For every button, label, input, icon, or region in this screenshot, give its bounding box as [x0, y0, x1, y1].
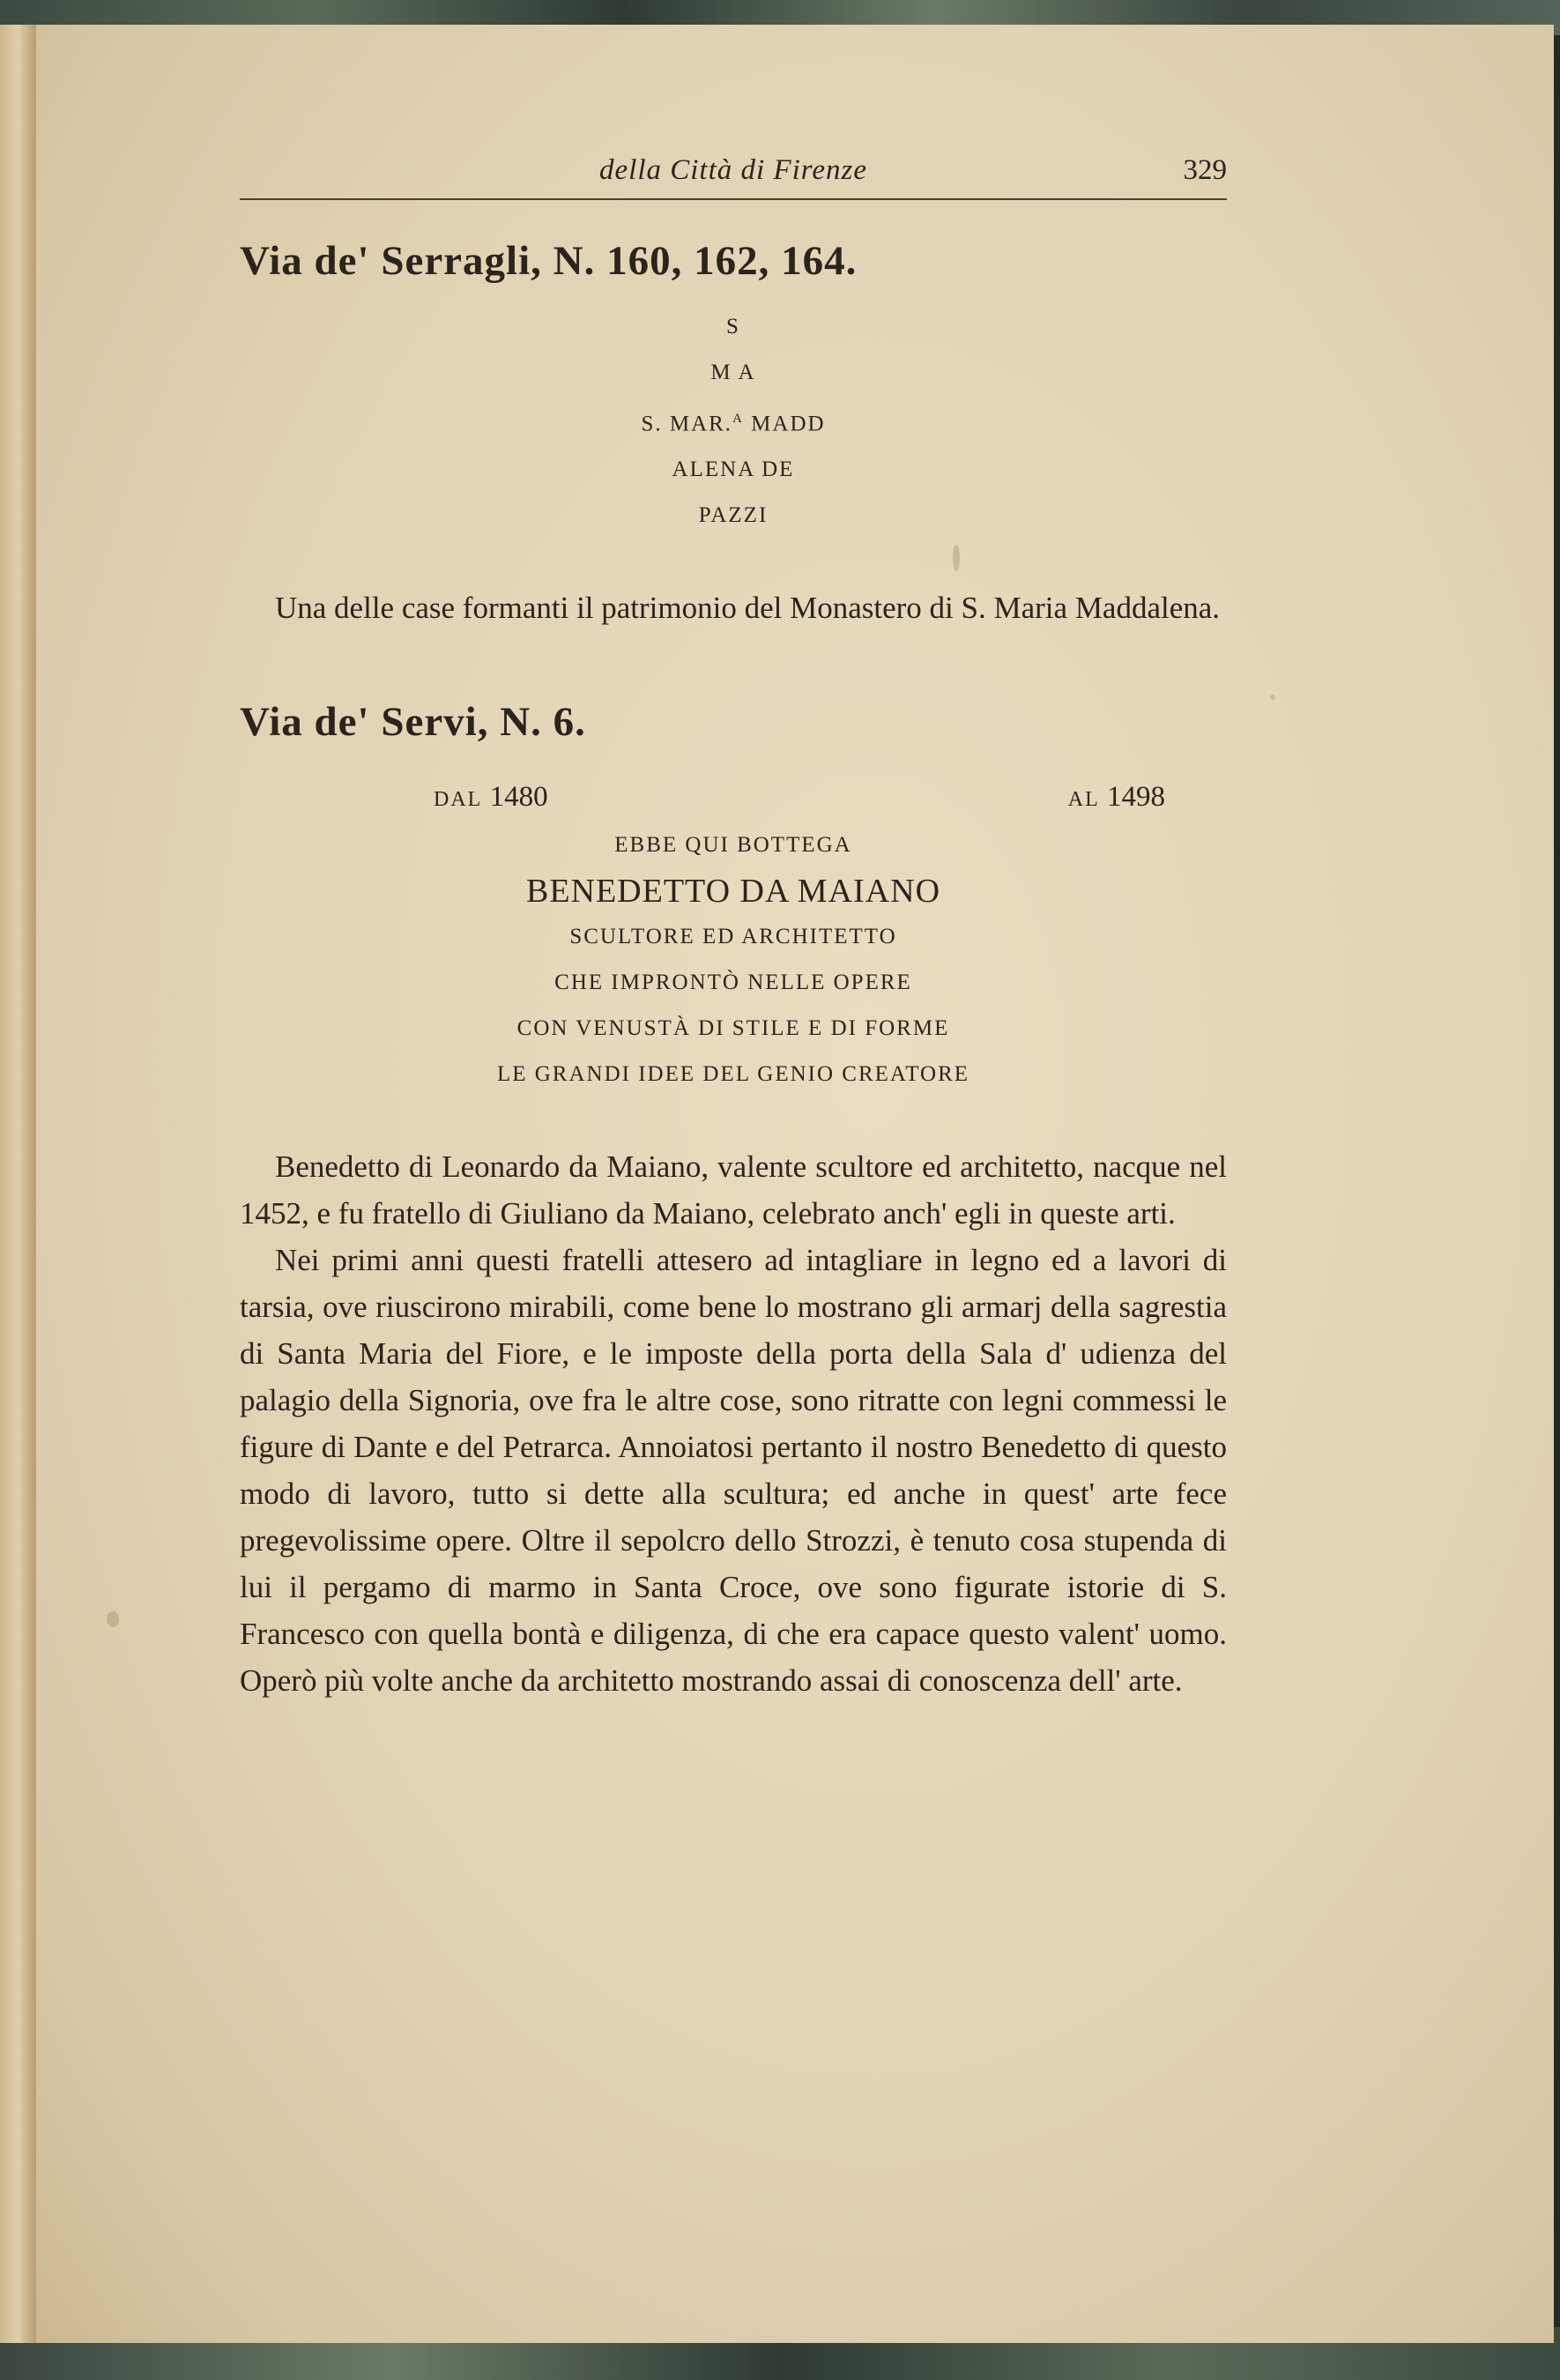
date-to — [1068, 774, 1165, 822]
date-from-year: 1480 — [489, 780, 548, 813]
running-title: della Città di Firenze — [599, 154, 867, 186]
inscription-servi — [240, 822, 1227, 1097]
inscription-text: MADD — [743, 412, 826, 436]
running-head — [240, 154, 1227, 200]
page-content — [240, 154, 1227, 1704]
inscription-line — [240, 396, 1227, 447]
section-heading-servi: Via de' Servi, N. 6. — [240, 699, 586, 746]
inscription-text: S. MAR. — [641, 412, 733, 436]
inscription-dates — [240, 774, 1227, 822]
book-spine-edge — [0, 25, 35, 2343]
page-number: 329 — [1183, 154, 1227, 186]
inscription-superscript: A — [732, 411, 744, 426]
date-from-label: DAL — [434, 787, 483, 811]
body-text — [240, 1143, 1227, 1704]
date-from — [434, 774, 548, 822]
inscription-line: M A — [710, 360, 756, 384]
body-paragraph: Nei primi anni questi fratelli attesero ad intagliare in legno ed a lavori di tarsia, ove riuscirono mirabili, come bene lo mostrano gli armarj della sagrestia di Santa Maria del Fiore, e le imposte della porta della Sala d' udienza del palagio della Signoria, ove fra le altre cose, sono ritratte con legni commessi le figure di Dante e del Petrarca. Annoiatosi pertanto il nostro Benedetto di questo modo di lavoro, tutto si dette alla scultura; ed anche in quest' arte fece pregevolissime opere. Oltre il sepolcro dello Strozzi, è tenuto cosa stupenda di lui il pergamo di marmo in Santa Croce, ove sono figurate istorie di S. Francesco con quella bontà e diligenza, di che era capace questo valent' uomo. Operò più volte anche da architetto mostrando assai di conoscenza dell' arte. — [240, 1242, 1227, 1698]
inscription-line: PAZZI — [698, 503, 769, 528]
paper-stain — [1270, 695, 1275, 700]
date-to-label: AL — [1067, 787, 1100, 811]
note-paragraph: Una delle case formanti il patrimonio del Monastero di S. Maria Maddalena. — [275, 591, 1221, 626]
paper-stain — [107, 1611, 119, 1627]
inscription-line: EBBE QUI BOTTEGA — [614, 832, 852, 857]
inscription-line: SCULTORE ED ARCHITETTO — [569, 924, 897, 948]
section-heading-serragli: Via de' Serragli, N. 160, 162, 164. — [240, 238, 858, 284]
date-to-year: 1498 — [1107, 780, 1165, 813]
inscription-serragli — [240, 304, 1227, 539]
inscription-line: CON VENUSTÀ DI STILE E DI FORME — [516, 1015, 950, 1040]
body-paragraph: Benedetto di Leonardo da Maiano, valente scultore ed architetto, nacque nel 1452, e fu fratello di Giuliano da Maiano, celebrato anch' egli in queste arti. — [240, 1149, 1227, 1231]
inscription-line: S — [726, 314, 740, 338]
inscription-line: ALENA DE — [672, 457, 795, 482]
inscription-name-line: BENEDETTO DA MAIANO — [525, 872, 941, 910]
inscription-line: CHE IMPRONTÒ NELLE OPERE — [554, 970, 912, 994]
inscription-line: LE GRANDI IDEE DEL GENIO CREATORE — [496, 1061, 970, 1086]
